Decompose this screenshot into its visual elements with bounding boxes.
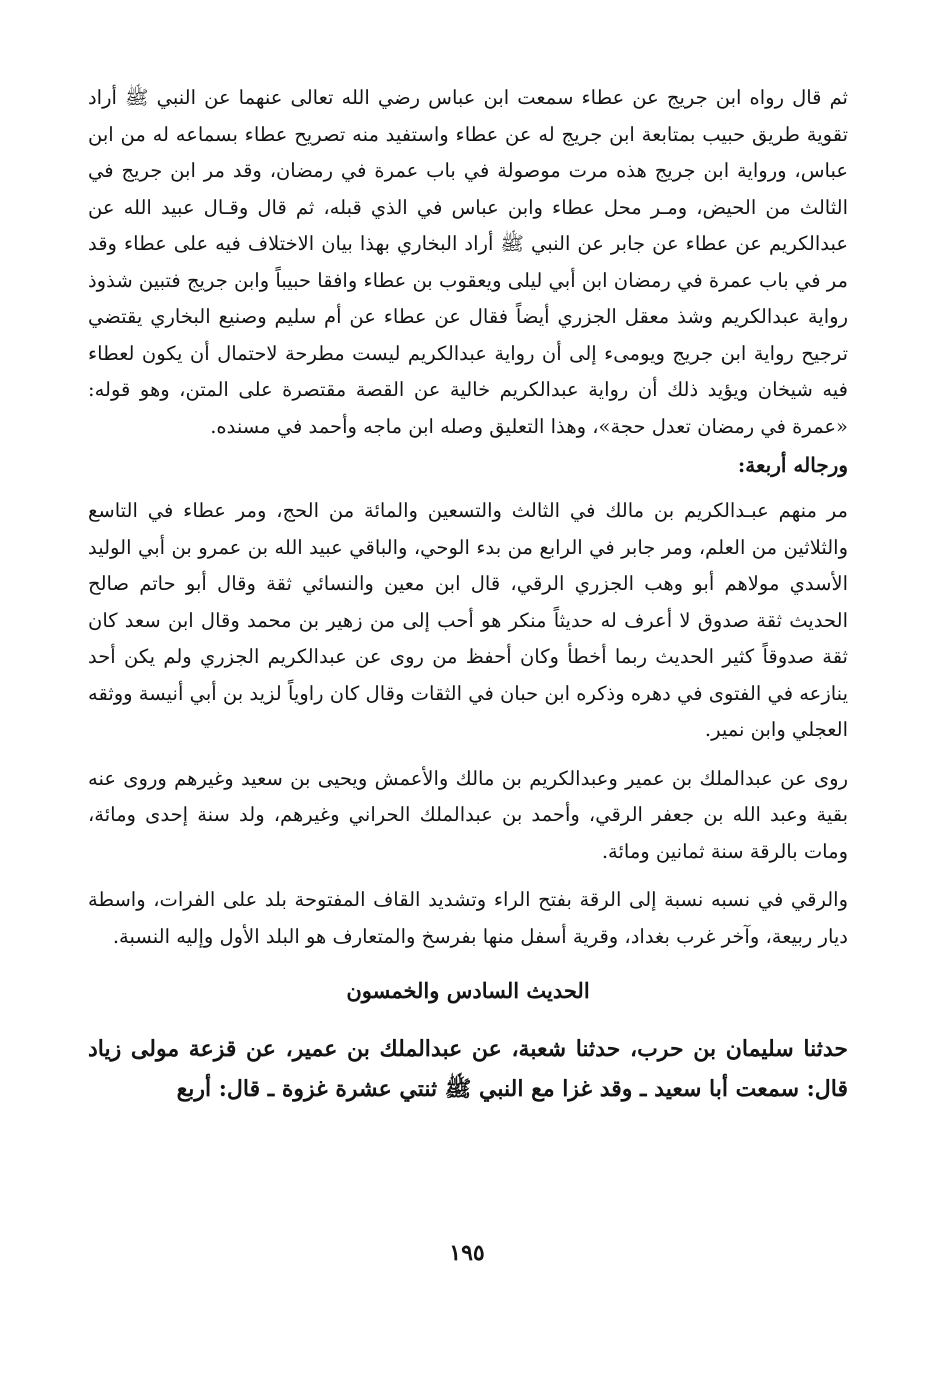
page-number: ١٩٥ — [449, 1240, 485, 1266]
paragraph-3: روى عن عبدالملك بن عمير وعبدالكريم بن مالك والأعمش ويحيى بن سعيد وغيرهم وروى عنه بقية وعبد الله بن جعفر الرقي، وأحمد بن عبدالملك الحراني وغيرهم، ولد سنة إحدى ومائة، ومات بالرقة سنة ثمانين ومائة. — [88, 766, 848, 863]
paragraph-4: والرقي في نسبه نسبة إلى الرقة بفتح الراء وتشديد القاف المفتوحة بلد على الفرات، واسطة ديار ربيعة، وآخر غرب بغداد، وقرية أسفل منها بفرسخ والمتعارف هو البلد الأول وإليه النسبة. — [88, 888, 848, 948]
paragraph-1: ثم قال رواه ابن جريج عن عطاء سمعت ابن عباس رضي الله تعالى عنهما عن النبي ﷺ أراد تقوية طريق حبيب بمتابعة ابن جريج له عن عطاء واستفيد منه تصريح عطاء بسماعه له من ابن عباس، ورواية ابن جريج هذه مرت موصولة في باب عمرة في رمضان، وقد مر ابن جريج في الثالث من الحيض، ومـر محل عطاء وابن عباس في الذي قبله، ثم قال وقـال عبيد الله عن عبدالكريم عن عطاء عن جابر عن النبي ﷺ أراد البخاري بهذا بيان الاختلاف فيه على عطاء وقد مر في باب عمرة في رمضان ابن أبي ليلى ويعقوب بن عطاء وافقا حبيباً وابن جريج فتبين شذوذ رواية عبدالكريم وشذ معقل الجزري أيضاً فقال عن عطاء عن أم سليم وصنيع البخاري يقتضي ترجيح رواية ابن جريج ويومىء إلى أن رواية عبدالكريم ليست مطرحة لاحتمال أن يكون لعطاء فيه شيخان ويؤيد ذلك أن رواية عبدالكريم خالية عن القصة مقتصرة على المتن، وهو قوله: «عمرة في رمضان تعدل حجة»، وهذا التعليق وصله ابن ماجه وأحمد في مسنده. — [88, 86, 848, 438]
paragraph-2: مر منهم عبـدالكريم بن مالك في الثالث والتسعين والمائة من الحج، ومر عطاء في التاسع والثلاثين من العلم، ومر جابر في الرابع من بدء الوحي، والباقي عبيد الله بن عمرو بن أبي الوليد الأسدي مولاهم أبو وهب الجزري الرقي، قال ابن معين والنسائي ثقة وقال أبو حاتم صالح الحديث ثقة صدوق لا أعرف له حديثاً منكر هو أحب إلى من زهير بن محمد وقال ابن سعد كان ثقة صدوقاً كثير الحديث ربما أخطأ وكان أحفظ من روى عن عبدالكريم الجزري ولم يكن أحد ينازعه في الفتوى في دهره وذكره ابن حبان في الثقات وقال كان راوياً لزيد بن أبي أنيسة ووثقه العجلي وابن نمير. — [88, 499, 848, 741]
subheading-narrators: ورجاله أربعة: — [737, 453, 848, 477]
page-body — [88, 80, 848, 1109]
hadith-text: حدثنا سليمان بن حرب، حدثنا شعبة، عن عبدالملك بن عمير، عن قزعة مولى زياد قال: سمعت أبا سعيد ـ وقد غزا مع النبي ﷺ ثنتي عشرة غزوة ـ قال: أربع — [88, 1036, 848, 1102]
chapter-title: الحديث السادس والخمسون — [346, 978, 590, 1003]
